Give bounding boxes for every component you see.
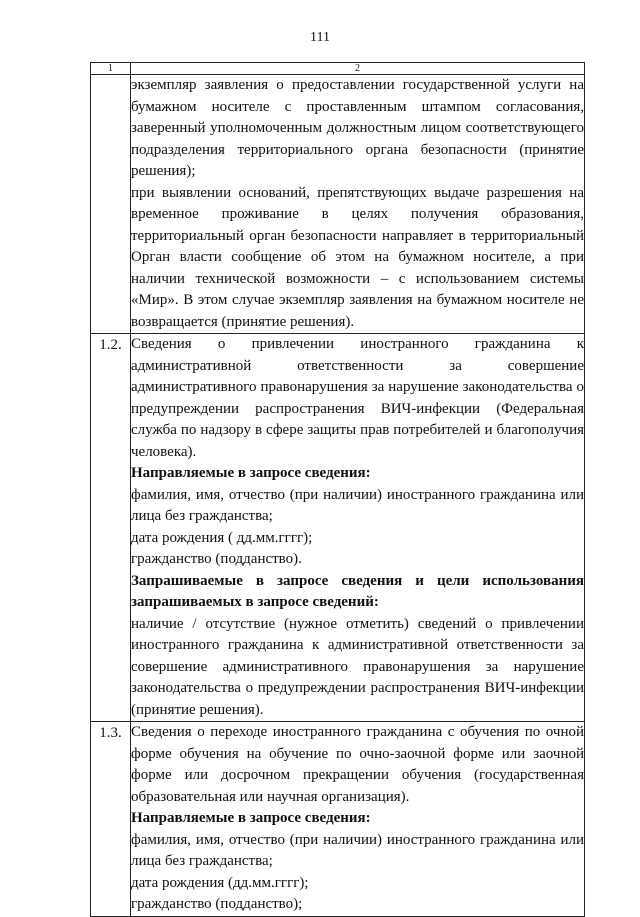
table-row	[91, 75, 585, 334]
section-heading: Запрашиваемые в запросе сведения и цели использования запрашиваемых в запросе сведений:	[131, 572, 584, 610]
table-row	[91, 722, 585, 917]
column-header-1: 1	[91, 63, 131, 75]
column-header-2: 2	[131, 63, 585, 75]
table-body	[91, 75, 585, 917]
row-content	[131, 334, 585, 722]
paragraph: Сведения о переходе иностранного гражданина с обучения по очной форме обучения на обучение по очно-заочной форме или заочной форме или досрочном прекращении обучения (государственная образовательная или научная организация).	[131, 724, 584, 805]
paragraph: наличие / отсутствие (нужное отметить) сведений о привлечении иностранного гражданина к административной ответственности за совершение административного правонарушения за нарушение законодательства о предупреждении распространения ВИЧ-инфекции (принятие решения).	[131, 615, 584, 718]
table-row	[91, 334, 585, 722]
paragraph: фамилия, имя, отчество (при наличии) иностранного гражданина или лица без гражданства;	[131, 831, 584, 869]
section-heading: Направляемые в запросе сведения:	[131, 810, 371, 826]
paragraph: фамилия, имя, отчество (при наличии) иностранного гражданина или лица без гражданства;	[131, 486, 584, 524]
paragraph: при выявлении оснований, препятствующих выдаче разрешения на временное проживание в целях получения образования, территориальный орган безопасности направляет в территориальный Орган власти сообщение об этом на бумажном носителе, а при наличии технической возможности – с использованием системы «Мир». В этом случае экземпляр заявления на бумажном носителе не возвращается (принятие решения).	[131, 184, 584, 330]
paragraph: Сведения о привлечении иностранного гражданина к административной ответственности за совершение административного правонарушения за нарушение законодательства о предупреждении распространения ВИЧ-инфекции (Федеральная служба по надзору в сфере защиты прав потребителей и благополучия человека).	[131, 336, 584, 460]
table-header-row	[91, 63, 585, 75]
section-heading: Направляемые в запросе сведения:	[131, 465, 371, 481]
row-number: 1.2.	[91, 334, 131, 722]
paragraph: дата рождения (дд.мм.гггг);	[131, 874, 309, 891]
row-content	[131, 75, 585, 334]
row-number	[91, 75, 131, 334]
page-number: 111	[310, 30, 330, 45]
paragraph: гражданство (подданство).	[131, 551, 302, 567]
document-table	[90, 62, 585, 917]
row-number: 1.3.	[91, 722, 131, 917]
paragraph: экземпляр заявления о предоставлении государственной услуги на бумажном носителе с проставленным штампом согласования, заверенный уполномоченным должностным лицом соответствующего подразделения территориального органа безопасности (принятие решения);	[131, 77, 584, 179]
paragraph: гражданство (подданство);	[131, 896, 303, 912]
paragraph: дата рождения ( дд.мм.гггг);	[131, 529, 313, 546]
row-content	[131, 722, 585, 917]
